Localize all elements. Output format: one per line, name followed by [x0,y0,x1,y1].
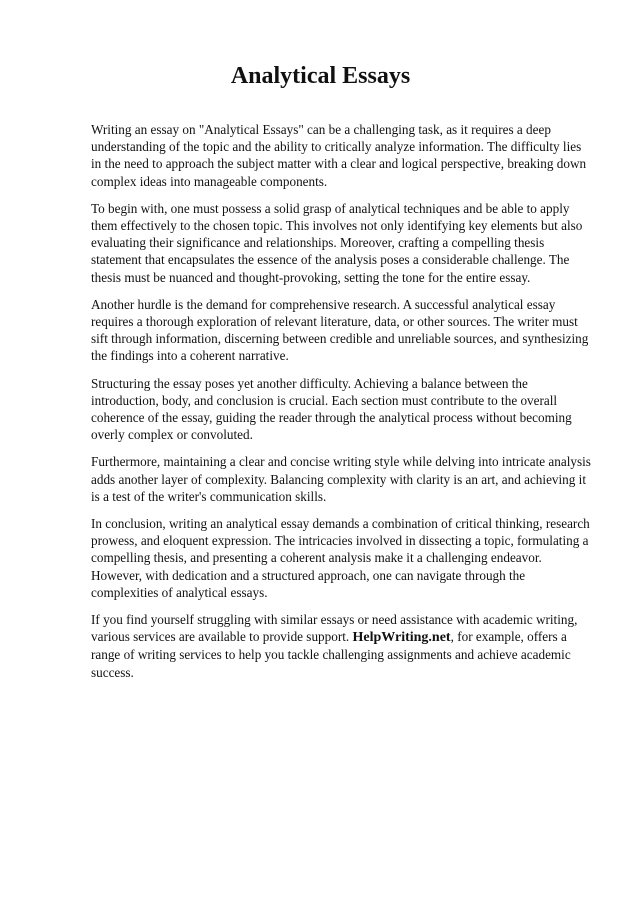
paragraph-techniques: To begin with, one must possess a solid grasp of analytical techniques and be able to apply them effectively to the chosen topic. This involves not only identifying key elements but also evaluating their significance and relationships. Moreover, crafting a compelling thesis statement that encapsulates the essence of the analysis poses a considerable challenge. The thesis must be nuanced and thought-provoking, setting the tone for the entire essay. [91,200,583,285]
services-text-after: , for example, offers a range of writing services to help you tackle challenging assignments and achieve academic success. [91,629,571,680]
paragraph-services [91,611,593,681]
paragraph-style: Furthermore, maintaining a clear and concise writing style while delving into intricate analysis adds another layer of complexity. Balancing complexity with clarity is an art, and achieving it is a test of the writer's communication skills. [91,454,591,504]
paragraph-intro: Writing an essay on "Analytical Essays" can be a challenging task, as it requires a deep understanding of the topic and the ability to critically analyze information. The difficulty lies in the need to approach the subject matter with a clear and logical perspective, breaking down complex ideas into manageable components. [91,122,587,189]
paragraph-structure: Structuring the essay poses yet another difficulty. Achieving a balance between the introduction, body, and conclusion is crucial. Each section must contribute to the overall coherence of the essay, guiding the reader through the analytical process without becoming overly complex or convoluted. [91,375,572,443]
document-title: Analytical Essays [230,63,411,89]
services-text-before: If you find yourself struggling with similar essays or need assistance with academic writing, various services are available to provide support. [91,612,578,645]
paragraph-research: Another hurdle is the demand for comprehensive research. A successful analytical essay requires a thorough exploration of relevant literature, data, or other sources. The writer must sift through information, discerning between credible and unreliable sources, and synthesizing the findings into a coherent narrative. [91,296,589,364]
paragraph-conclusion: In conclusion, writing an analytical essay demands a combination of critical thinking, research prowess, and eloquent expression. The intricacies involved in dissecting a topic, formulating a compelling thesis, and presenting a coherent analysis make it a challenging endeavor. However, with dedication and a structured approach, one can navigate through the complexities of analytical essays. [91,516,590,600]
brand-link[interactable]: HelpWriting.net [352,630,451,646]
